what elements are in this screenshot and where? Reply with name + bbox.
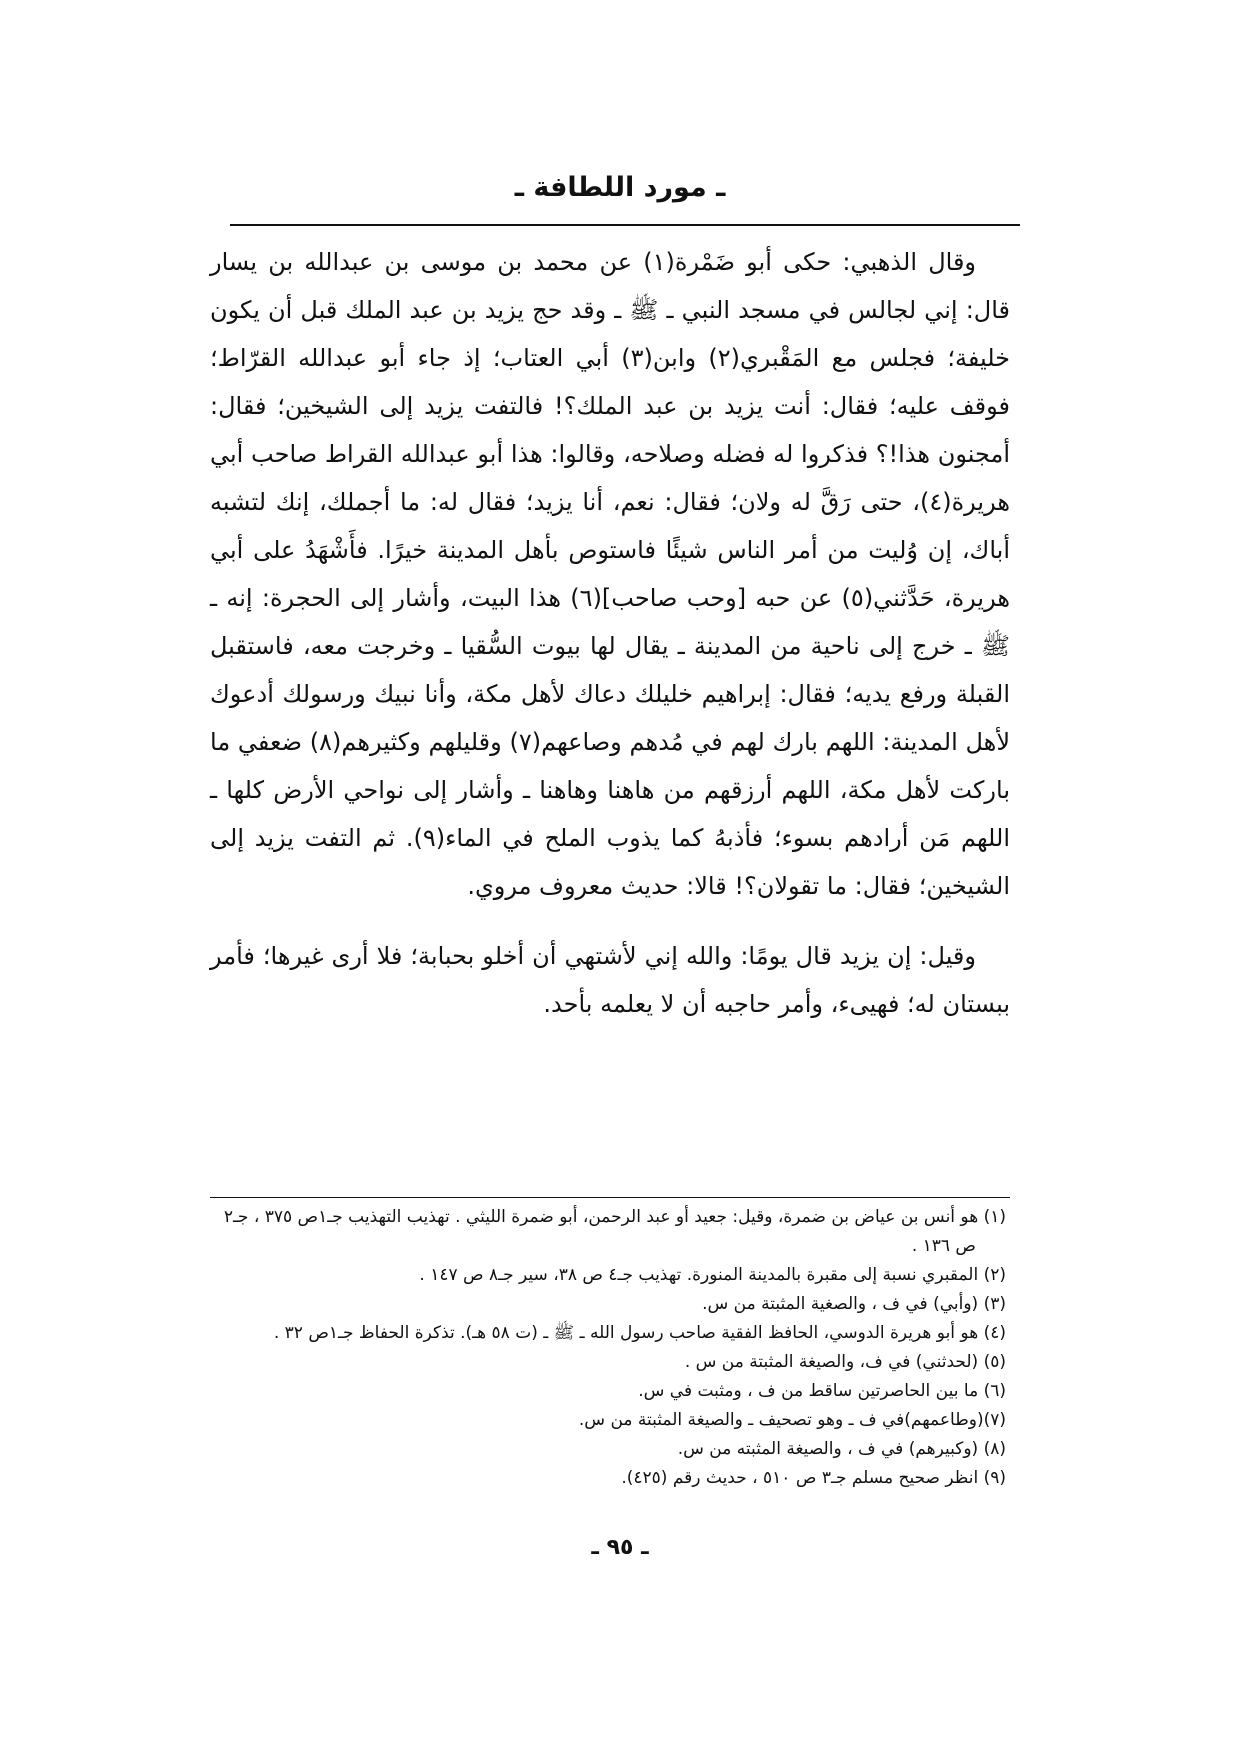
footnote: (٧)(وطاعمهم)في ف ـ وهو تصحيف ـ والصيغة المثبتة من س. — [578, 1410, 1006, 1430]
footnote: (١) هو أنس بن عياض بن ضمرة، وقيل: جعيد أو عبد الرحمن، أبو ضمرة الليثي . تهذيب التهذيب جـ١ص ٣٧٥ ، جـ٢ ص ١٣٦ . — [223, 1207, 1006, 1256]
footnote: (٦) ما بين الحاصرتين ساقط من ف ، ومثبت في س. — [638, 1381, 1006, 1401]
paragraph: وقال الذهبي: حكى أبو ضَمْرة(١) عن محمد بن موسى بن عبدالله بن يسار قال: إني لجالس في مسجد النبي ـ ﷺ ـ وقد حج يزيد بن عبد الملك قبل أن يكون خليفة؛ فجلس مع المَقْبري(٢) وابن(٣) أبي العتاب؛ إذ جاء أبو عبدالله القرّاط؛ فوقف عليه؛ فقال: أنت يزيد بن عبد الملك؟! فالتفت يزيد إلى الشيخين؛ فقال: أمجنون هذا!؟ فذكروا له فضله وصلاحه، وقالوا: هذا أبو عبدالله القراط صاحب أبي هريرة(٤)، حتى رَقَّ له ولان؛ فقال: نعم، أنا يزيد؛ فقال له: ما أجملك، إنك لتشبه أباك، إن وُليت من أمر الناس شيئًا فاستوص بأهل المدينة خيرًا. فأَشْهَدُ على أبي هريرة، حَدَّثني(٥) عن حبه [وحب صاحب](٦) هذا البيت، وأشار إلى الحجرة: إنه ـ ﷺ ـ خرج إلى ناحية من المدينة ـ يقال لها بيوت السُّقيا ـ وخرجت معه، فاستقبل القبلة ورفع يديه؛ فقال: إبراهيم خليلك دعاك لأهل مكة، وأنا نبيك ورسولك أدعوك لأهل المدينة: اللهم بارك لهم في مُدهم وصاعهم(٧) وقليلهم وكثيرهم(٨) ضعفي ما باركت لأهل مكة، اللهم أرزقهم من هاهنا وهاهنا ـ وأشار إلى نواحي الأرض كلها ـ اللهم مَن أرادهم بسوء؛ فأذبهُ كما يذوب الملح في الماء(٩). ثم التفت يزيد إلى الشيخين؛ فقال: ما تقولان؟! قالا: حديث معروف مروي. — [210, 248, 1011, 900]
footnote: (٤) هو أبو هريرة الدوسي، الحافظ الفقية صاحب رسول الله ـ ﷺ ـ (ت ٥٨ هـ). تذكرة الحفاظ جـ١ص ٣٢ . — [273, 1323, 1006, 1343]
footnote: (٢) المقبري نسبة إلى مقبرة بالمدينة المنورة. تهذيب جـ٤ ص ٣٨، سير جـ٨ ص ١٤٧ . — [419, 1265, 1006, 1285]
footnote: (٩) انظر صحيح مسلم جـ٣ ص ٥١٠ ، حديث رقم (٤٢٥). — [621, 1468, 1006, 1488]
main-text — [210, 238, 1010, 1028]
header-divider — [230, 224, 1020, 226]
footnote: (٣) (وأبي) في ف ، والصغية المثبتة من س. — [702, 1294, 1006, 1314]
page-number: ـ ٩٥ ـ — [591, 1535, 649, 1560]
paragraph: وقيل: إن يزيد قال يومًا: والله إني لأشتهي أن أخلو بحبابة؛ فلا أرى غيرها؛ فأمر ببستان له؛ فهيىء، وأمر حاجبه أن لا يعلمه بأحد. — [210, 942, 1010, 1018]
footnote-divider — [210, 1197, 1010, 1198]
footnote: (٥) (لحدثني) في ف، والصيغة المثبتة من س . — [684, 1352, 1006, 1372]
running-header: ـ مورد اللطافة ـ — [514, 172, 726, 203]
footnote: (٨) (وكبيرهم) في ف ، والصيغة المثبته من س. — [677, 1439, 1006, 1459]
footnotes — [210, 1203, 1010, 1493]
